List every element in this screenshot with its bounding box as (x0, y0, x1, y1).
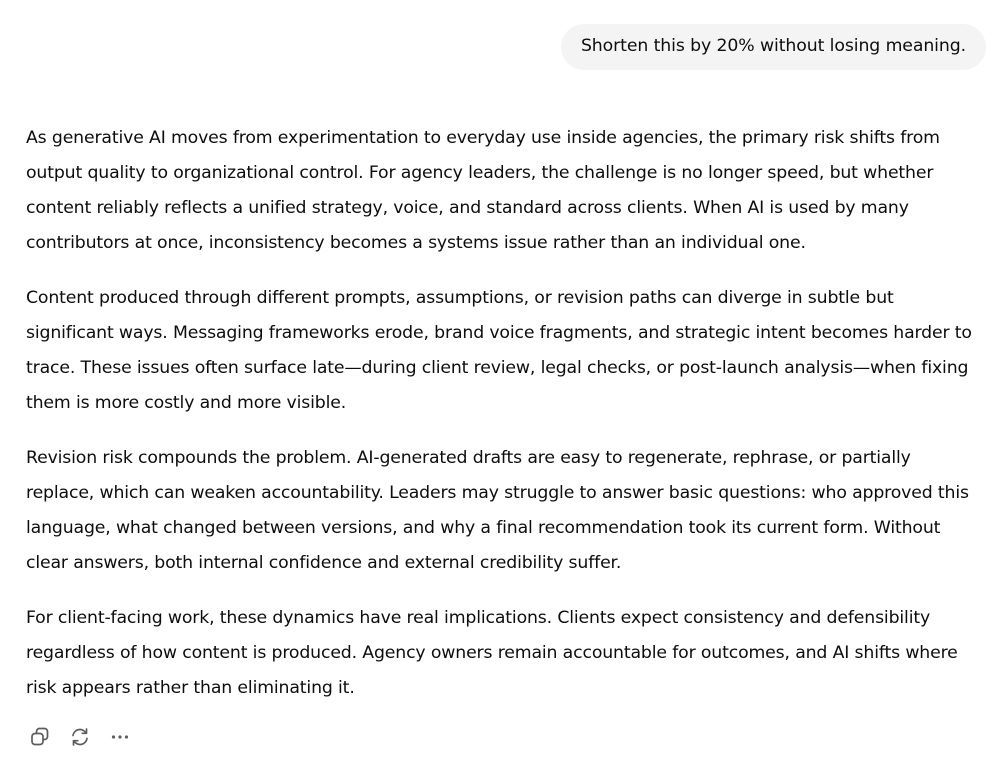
assistant-paragraph: As generative AI moves from experimentation to everyday use inside agencies, the primary risk shifts from output quality to organizational control. For agency leaders, the challenge is no longer speed, but whether content reliably reflects a unified strategy, voice, and standard across clients. When AI is used by many contributors at once, inconsistency becomes a systems issue rather than an individual one. (26, 128, 940, 253)
assistant-paragraph: Revision risk compounds the problem. AI-generated drafts are easy to regenerate, rephrase, or partially replace, which can weaken accountability. Leaders may struggle to answer basic questions: who approved this language, what changed between versions, and why a final recommendation took its current form. Without clear answers, both internal confidence and external credibility suffer. (26, 448, 969, 573)
assistant-paragraph: For client-facing work, these dynamics have real implications. Clients expect consistency and defensibility regardless of how content is produced. Agency owners remain accountable for outcomes, and AI shifts where risk appears rather than eliminating it. (26, 608, 958, 698)
user-message-row (561, 24, 986, 70)
assistant-paragraph: Content produced through different prompts, assumptions, or revision paths can diverge in subtle but significant ways. Messaging frameworks erode, brand voice fragments, and strategic intent becomes harder to trace. These issues often surface late—during client review, legal checks, or post-launch analysis—when fixing them is more costly and more visible. (26, 288, 972, 413)
more-options-button[interactable] (104, 722, 136, 752)
regenerate-icon (69, 726, 91, 748)
assistant-message (26, 121, 981, 726)
user-message-bubble: Shorten this by 20% without losing meaning. (561, 24, 986, 70)
copy-icon (29, 726, 51, 748)
more-options-icon (109, 726, 131, 748)
message-actions (24, 722, 136, 752)
regenerate-button[interactable] (64, 722, 96, 752)
copy-button[interactable] (24, 722, 56, 752)
